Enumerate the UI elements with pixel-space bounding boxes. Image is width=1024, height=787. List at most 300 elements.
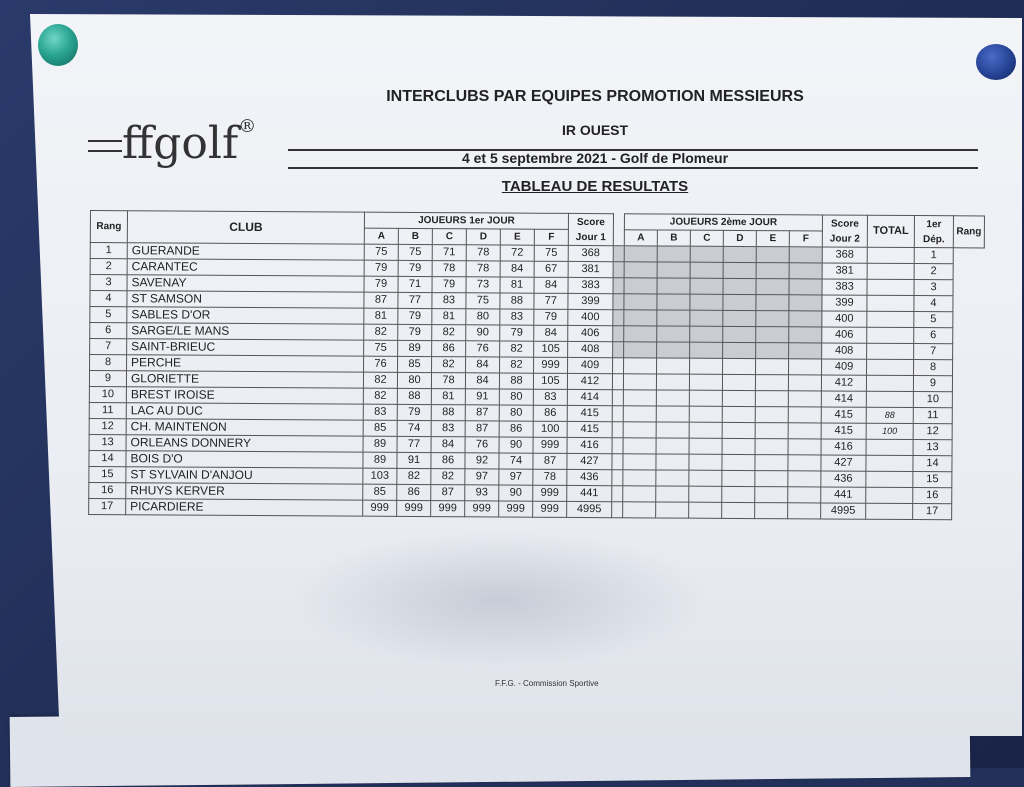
day2-player-cell: [624, 246, 657, 262]
player-score-cell: 999: [533, 437, 567, 453]
player-score-cell: 82: [363, 388, 397, 404]
total-cell: 368: [822, 247, 867, 263]
day2-player-cell: [755, 407, 788, 423]
day2-player-cell: [689, 454, 722, 470]
rank-right-cell: 2: [914, 264, 953, 280]
player-score-cell: 76: [466, 341, 500, 357]
day2-player-cell: [722, 502, 755, 518]
first-dep-cell: 100: [866, 423, 913, 439]
first-dep-cell: [867, 327, 914, 343]
club-cell: SAVENAY: [127, 275, 364, 292]
col-day1-c: C: [432, 229, 466, 245]
day1-score-cell: 381: [568, 261, 613, 277]
day2-player-cell: [657, 278, 690, 294]
player-score-cell: 84: [465, 373, 499, 389]
day2-player-cell: [657, 294, 690, 310]
pushpin-blue-icon: [976, 44, 1016, 80]
player-score-cell: 85: [363, 484, 397, 500]
club-cell: BREST IROISE: [126, 387, 363, 404]
club-cell: RHUYS KERVER: [126, 483, 363, 500]
day2-player-cell: [612, 390, 623, 406]
player-score-cell: 86: [431, 453, 465, 469]
player-score-cell: 97: [465, 469, 499, 485]
day2-score-cell: [789, 343, 822, 359]
rank-right-cell: 6: [914, 328, 953, 344]
day2-player-cell: [723, 342, 756, 358]
rank-cell: 6: [90, 323, 127, 339]
rank-cell: 3: [90, 275, 127, 291]
player-score-cell: 100: [533, 421, 567, 437]
rank-cell: 8: [90, 355, 127, 371]
day2-player-cell: [624, 326, 657, 342]
player-score-cell: 85: [363, 420, 397, 436]
table-title: TABLEAU DE RESULTATS: [501, 178, 689, 195]
player-score-cell: 84: [534, 325, 568, 341]
col-day1-a: A: [364, 228, 398, 244]
day2-score-cell: [788, 375, 821, 391]
day2-player-cell: [624, 294, 657, 310]
player-score-cell: 90: [499, 437, 533, 453]
day2-player-cell: [756, 295, 789, 311]
col-day1-b: B: [398, 228, 432, 244]
col-day1-d: D: [466, 229, 500, 245]
day2-player-cell: [656, 454, 689, 470]
day2-player-cell: [612, 406, 623, 422]
day2-player-cell: [624, 358, 657, 374]
player-score-cell: 82: [363, 372, 397, 388]
first-dep-cell: [866, 375, 913, 391]
day1-score-cell: 400: [568, 309, 613, 325]
total-cell: 412: [821, 375, 866, 391]
total-cell: 406: [822, 327, 867, 343]
day2-player-cell: [722, 470, 755, 486]
day2-player-cell: [656, 438, 689, 454]
day2-player-cell: [624, 278, 657, 294]
col-score1: Score Jour 1: [568, 213, 613, 245]
day2-player-cell: [756, 359, 789, 375]
day2-player-cell: [657, 262, 690, 278]
total-cell: 409: [822, 359, 867, 375]
player-score-cell: 999: [499, 501, 533, 517]
rank-right-cell: 13: [913, 440, 952, 456]
day2-player-cell: [756, 247, 789, 263]
total-cell: 400: [822, 311, 867, 327]
ffgolf-logo: ffgolf®: [122, 116, 257, 169]
day2-player-cell: [756, 311, 789, 327]
shadow: [290, 530, 710, 670]
col-day1-e: E: [500, 229, 534, 245]
club-cell: ST SAMSON: [127, 291, 364, 308]
day2-player-cell: [612, 422, 623, 438]
player-score-cell: 88: [397, 388, 431, 404]
day2-player-cell: [690, 294, 723, 310]
col-day2-players: JOUEURS 2ème JOUR: [624, 214, 822, 231]
col-score2: Score Jour 2: [822, 215, 867, 247]
player-score-cell: 72: [500, 245, 534, 261]
player-score-cell: 78: [466, 245, 500, 261]
total-cell: 427: [821, 455, 866, 471]
spacer-column: [613, 214, 624, 246]
player-score-cell: 87: [431, 485, 465, 501]
player-score-cell: 80: [397, 372, 431, 388]
day2-player-cell: [723, 310, 756, 326]
day2-player-cell: [756, 263, 789, 279]
day2-score-cell: [789, 279, 822, 295]
player-score-cell: 76: [465, 437, 499, 453]
player-score-cell: 74: [499, 453, 533, 469]
day2-player-cell: [756, 327, 789, 343]
player-score-cell: 78: [431, 373, 465, 389]
day2-player-cell: [722, 390, 755, 406]
total-cell: 408: [822, 343, 867, 359]
rank-cell: 17: [89, 498, 126, 514]
first-dep-cell: [866, 503, 913, 519]
footer-text: F.F.G. - Commission Sportive: [495, 679, 599, 688]
day1-score-cell: 427: [567, 453, 612, 469]
rank-cell: 12: [89, 418, 126, 434]
day2-player-cell: [656, 486, 689, 502]
player-score-cell: 80: [466, 309, 500, 325]
player-score-cell: 84: [500, 261, 534, 277]
total-cell: 436: [821, 471, 866, 487]
rank-cell: 13: [89, 434, 126, 450]
player-score-cell: 79: [364, 260, 398, 276]
day2-player-cell: [623, 406, 656, 422]
col-day2-e: E: [756, 231, 789, 247]
day2-player-cell: [723, 294, 756, 310]
first-dep-cell: [867, 343, 914, 359]
pushpin-teal-icon: [38, 24, 78, 66]
player-score-cell: 82: [431, 469, 465, 485]
player-score-cell: 78: [533, 469, 567, 485]
day1-score-cell: 399: [568, 293, 613, 309]
day2-player-cell: [612, 374, 623, 390]
player-score-cell: 77: [398, 292, 432, 308]
club-cell: CARANTEC: [127, 259, 364, 276]
player-score-cell: 105: [533, 373, 567, 389]
player-score-cell: 83: [431, 421, 465, 437]
day2-score-cell: [788, 503, 821, 519]
day2-player-cell: [723, 358, 756, 374]
day2-player-cell: [623, 438, 656, 454]
day2-player-cell: [613, 294, 624, 310]
player-score-cell: 75: [364, 340, 398, 356]
total-cell: 414: [821, 391, 866, 407]
player-score-cell: 79: [432, 277, 466, 293]
day2-score-cell: [789, 327, 822, 343]
day2-player-cell: [656, 374, 689, 390]
day2-player-cell: [657, 310, 690, 326]
day2-player-cell: [755, 487, 788, 503]
day1-score-cell: 415: [567, 405, 612, 421]
header-rule-bottom: [288, 167, 978, 169]
day2-player-cell: [690, 278, 723, 294]
day1-score-cell: 406: [568, 325, 613, 341]
player-score-cell: 86: [499, 421, 533, 437]
player-score-cell: 74: [397, 420, 431, 436]
player-score-cell: 79: [364, 276, 398, 292]
rank-cell: 14: [89, 450, 126, 466]
player-score-cell: 79: [397, 404, 431, 420]
player-score-cell: 999: [533, 501, 567, 517]
player-score-cell: 105: [534, 341, 568, 357]
rank-right-cell: 15: [913, 472, 952, 488]
player-score-cell: 79: [398, 260, 432, 276]
player-score-cell: 82: [432, 357, 466, 373]
logo-lines: [88, 140, 122, 160]
player-score-cell: 75: [398, 244, 432, 260]
rank-right-cell: 14: [913, 456, 952, 472]
player-score-cell: 78: [466, 261, 500, 277]
col-day2-c: C: [690, 230, 723, 246]
rank-right-cell: 1: [914, 248, 953, 264]
rank-right-cell: 16: [913, 488, 952, 504]
player-score-cell: 88: [500, 293, 534, 309]
rank-cell: 16: [89, 482, 126, 498]
player-score-cell: 82: [364, 324, 398, 340]
day1-score-cell: 414: [567, 389, 612, 405]
rank-right-cell: 3: [914, 280, 953, 296]
first-dep-cell: [866, 471, 913, 487]
player-score-cell: 84: [431, 437, 465, 453]
results-body: [89, 243, 985, 520]
day1-score-cell: 441: [567, 485, 612, 501]
day2-player-cell: [689, 422, 722, 438]
day2-score-cell: [789, 359, 822, 375]
day2-player-cell: [656, 470, 689, 486]
day2-player-cell: [689, 502, 722, 518]
day2-player-cell: [656, 422, 689, 438]
day2-player-cell: [613, 326, 624, 342]
col-rang: Rang: [90, 211, 127, 243]
day2-player-cell: [722, 422, 755, 438]
day2-player-cell: [690, 262, 723, 278]
player-score-cell: 80: [499, 405, 533, 421]
player-score-cell: 87: [465, 405, 499, 421]
club-cell: BOIS D'O: [126, 451, 363, 468]
total-cell: 415: [821, 407, 866, 423]
first-dep-cell: [867, 279, 914, 295]
day2-player-cell: [723, 278, 756, 294]
day2-player-cell: [756, 279, 789, 295]
first-dep-cell: [866, 391, 913, 407]
player-score-cell: 78: [432, 261, 466, 277]
rank-cell: 11: [89, 402, 126, 418]
day2-player-cell: [624, 310, 657, 326]
rank-cell: 4: [90, 291, 127, 307]
col-dep: 1er Dép.: [914, 216, 953, 248]
col-day1-f: F: [534, 229, 568, 245]
player-score-cell: 75: [534, 245, 568, 261]
player-score-cell: 87: [533, 453, 567, 469]
total-cell: 441: [821, 487, 866, 503]
day2-score-cell: [788, 455, 821, 471]
day2-player-cell: [613, 358, 624, 374]
first-dep-cell: [867, 295, 914, 311]
day2-score-cell: [789, 311, 822, 327]
day2-player-cell: [755, 439, 788, 455]
club-cell: SAINT-BRIEUC: [127, 339, 364, 356]
player-score-cell: 87: [465, 421, 499, 437]
rank-right-cell: 7: [914, 344, 953, 360]
club-cell: CH. MAINTENON: [126, 419, 363, 436]
player-score-cell: 103: [363, 468, 397, 484]
day2-player-cell: [623, 374, 656, 390]
rank-cell: 15: [89, 466, 126, 482]
player-score-cell: 80: [499, 389, 533, 405]
player-score-cell: 75: [466, 293, 500, 309]
col-day2-b: B: [657, 230, 690, 246]
day2-player-cell: [657, 342, 690, 358]
player-score-cell: 999: [363, 500, 397, 516]
day2-score-cell: [789, 247, 822, 263]
player-score-cell: 77: [397, 436, 431, 452]
day1-score-cell: 416: [567, 437, 612, 453]
day2-score-cell: [789, 295, 822, 311]
day2-player-cell: [613, 246, 624, 262]
day1-score-cell: 415: [567, 421, 612, 437]
day2-player-cell: [612, 502, 623, 518]
day2-player-cell: [756, 343, 789, 359]
player-score-cell: 93: [465, 485, 499, 501]
day2-score-cell: [788, 471, 821, 487]
rank-cell: 2: [90, 259, 127, 275]
day2-player-cell: [689, 470, 722, 486]
first-dep-cell: [867, 263, 914, 279]
total-cell: 4995: [821, 503, 866, 519]
player-score-cell: 79: [398, 324, 432, 340]
player-score-cell: 71: [432, 245, 466, 261]
day2-player-cell: [623, 390, 656, 406]
player-score-cell: 85: [398, 356, 432, 372]
day2-player-cell: [657, 246, 690, 262]
player-score-cell: 83: [363, 404, 397, 420]
player-score-cell: 88: [431, 405, 465, 421]
rank-cell: 10: [89, 386, 126, 402]
day2-player-cell: [623, 454, 656, 470]
player-score-cell: 91: [465, 389, 499, 405]
player-score-cell: 82: [397, 468, 431, 484]
club-cell: SABLES D'OR: [127, 307, 364, 324]
rank-cell: 5: [90, 307, 127, 323]
day2-player-cell: [723, 262, 756, 278]
day2-player-cell: [755, 391, 788, 407]
player-score-cell: 999: [465, 501, 499, 517]
total-cell: 383: [822, 279, 867, 295]
day2-player-cell: [689, 374, 722, 390]
col-total: TOTAL: [867, 215, 914, 247]
day1-score-cell: 409: [568, 357, 613, 373]
day2-player-cell: [723, 246, 756, 262]
player-score-cell: 67: [534, 261, 568, 277]
club-cell: SARGE/LE MANS: [127, 323, 364, 340]
day2-player-cell: [613, 278, 624, 294]
day2-player-cell: [689, 390, 722, 406]
club-cell: GUERANDE: [127, 243, 364, 260]
day2-score-cell: [788, 423, 821, 439]
player-score-cell: 84: [466, 357, 500, 373]
total-cell: 416: [821, 439, 866, 455]
day2-score-cell: [788, 407, 821, 423]
day2-player-cell: [690, 246, 723, 262]
day2-player-cell: [623, 470, 656, 486]
rank-right-cell: 8: [914, 360, 953, 376]
col-day2-a: A: [624, 230, 657, 246]
player-score-cell: 82: [432, 325, 466, 341]
day2-player-cell: [613, 310, 624, 326]
region-label: IR OUEST: [561, 122, 629, 138]
rank-right-cell: 5: [914, 312, 953, 328]
player-score-cell: 86: [397, 484, 431, 500]
rank-right-cell: 9: [913, 376, 952, 392]
player-score-cell: 81: [500, 277, 534, 293]
rank-right-cell: 10: [913, 392, 952, 408]
day2-player-cell: [657, 326, 690, 342]
first-dep-cell: [866, 439, 913, 455]
col-day2-f: F: [789, 231, 822, 247]
player-score-cell: 82: [500, 341, 534, 357]
player-score-cell: 97: [499, 469, 533, 485]
player-score-cell: 999: [534, 357, 568, 373]
player-score-cell: 92: [465, 453, 499, 469]
day2-player-cell: [624, 342, 657, 358]
rank-cell: 7: [90, 339, 127, 355]
date-place-label: 4 et 5 septembre 2021 - Golf de Plomeur: [461, 150, 729, 166]
player-score-cell: 77: [534, 293, 568, 309]
day1-score-cell: 368: [568, 245, 613, 261]
player-score-cell: 81: [364, 308, 398, 324]
rank-cell: 9: [89, 371, 126, 387]
day2-player-cell: [722, 486, 755, 502]
day2-score-cell: [788, 487, 821, 503]
day2-player-cell: [612, 438, 623, 454]
player-score-cell: 88: [499, 373, 533, 389]
day1-score-cell: 412: [567, 373, 612, 389]
day2-player-cell: [612, 470, 623, 486]
day2-score-cell: [788, 439, 821, 455]
day2-player-cell: [613, 262, 624, 278]
player-score-cell: 79: [534, 309, 568, 325]
first-dep-cell: [866, 487, 913, 503]
day2-player-cell: [624, 262, 657, 278]
day2-player-cell: [755, 455, 788, 471]
player-score-cell: 999: [397, 500, 431, 516]
player-score-cell: 86: [432, 341, 466, 357]
player-score-cell: 81: [431, 389, 465, 405]
day2-player-cell: [722, 454, 755, 470]
col-day2-d: D: [723, 230, 756, 246]
day2-player-cell: [690, 326, 723, 342]
day2-player-cell: [755, 503, 788, 519]
first-dep-cell: 88: [866, 407, 913, 423]
player-score-cell: 999: [533, 485, 567, 501]
day2-player-cell: [690, 358, 723, 374]
total-cell: 399: [822, 295, 867, 311]
player-score-cell: 91: [397, 452, 431, 468]
rank-right-cell: 4: [914, 296, 953, 312]
day2-player-cell: [755, 375, 788, 391]
day2-player-cell: [689, 486, 722, 502]
day2-score-cell: [788, 391, 821, 407]
day2-player-cell: [612, 486, 623, 502]
day2-player-cell: [623, 502, 656, 518]
player-score-cell: 999: [431, 501, 465, 517]
day2-player-cell: [656, 390, 689, 406]
player-score-cell: 83: [533, 389, 567, 405]
day1-score-cell: 383: [568, 277, 613, 293]
day2-player-cell: [656, 406, 689, 422]
player-score-cell: 83: [432, 293, 466, 309]
